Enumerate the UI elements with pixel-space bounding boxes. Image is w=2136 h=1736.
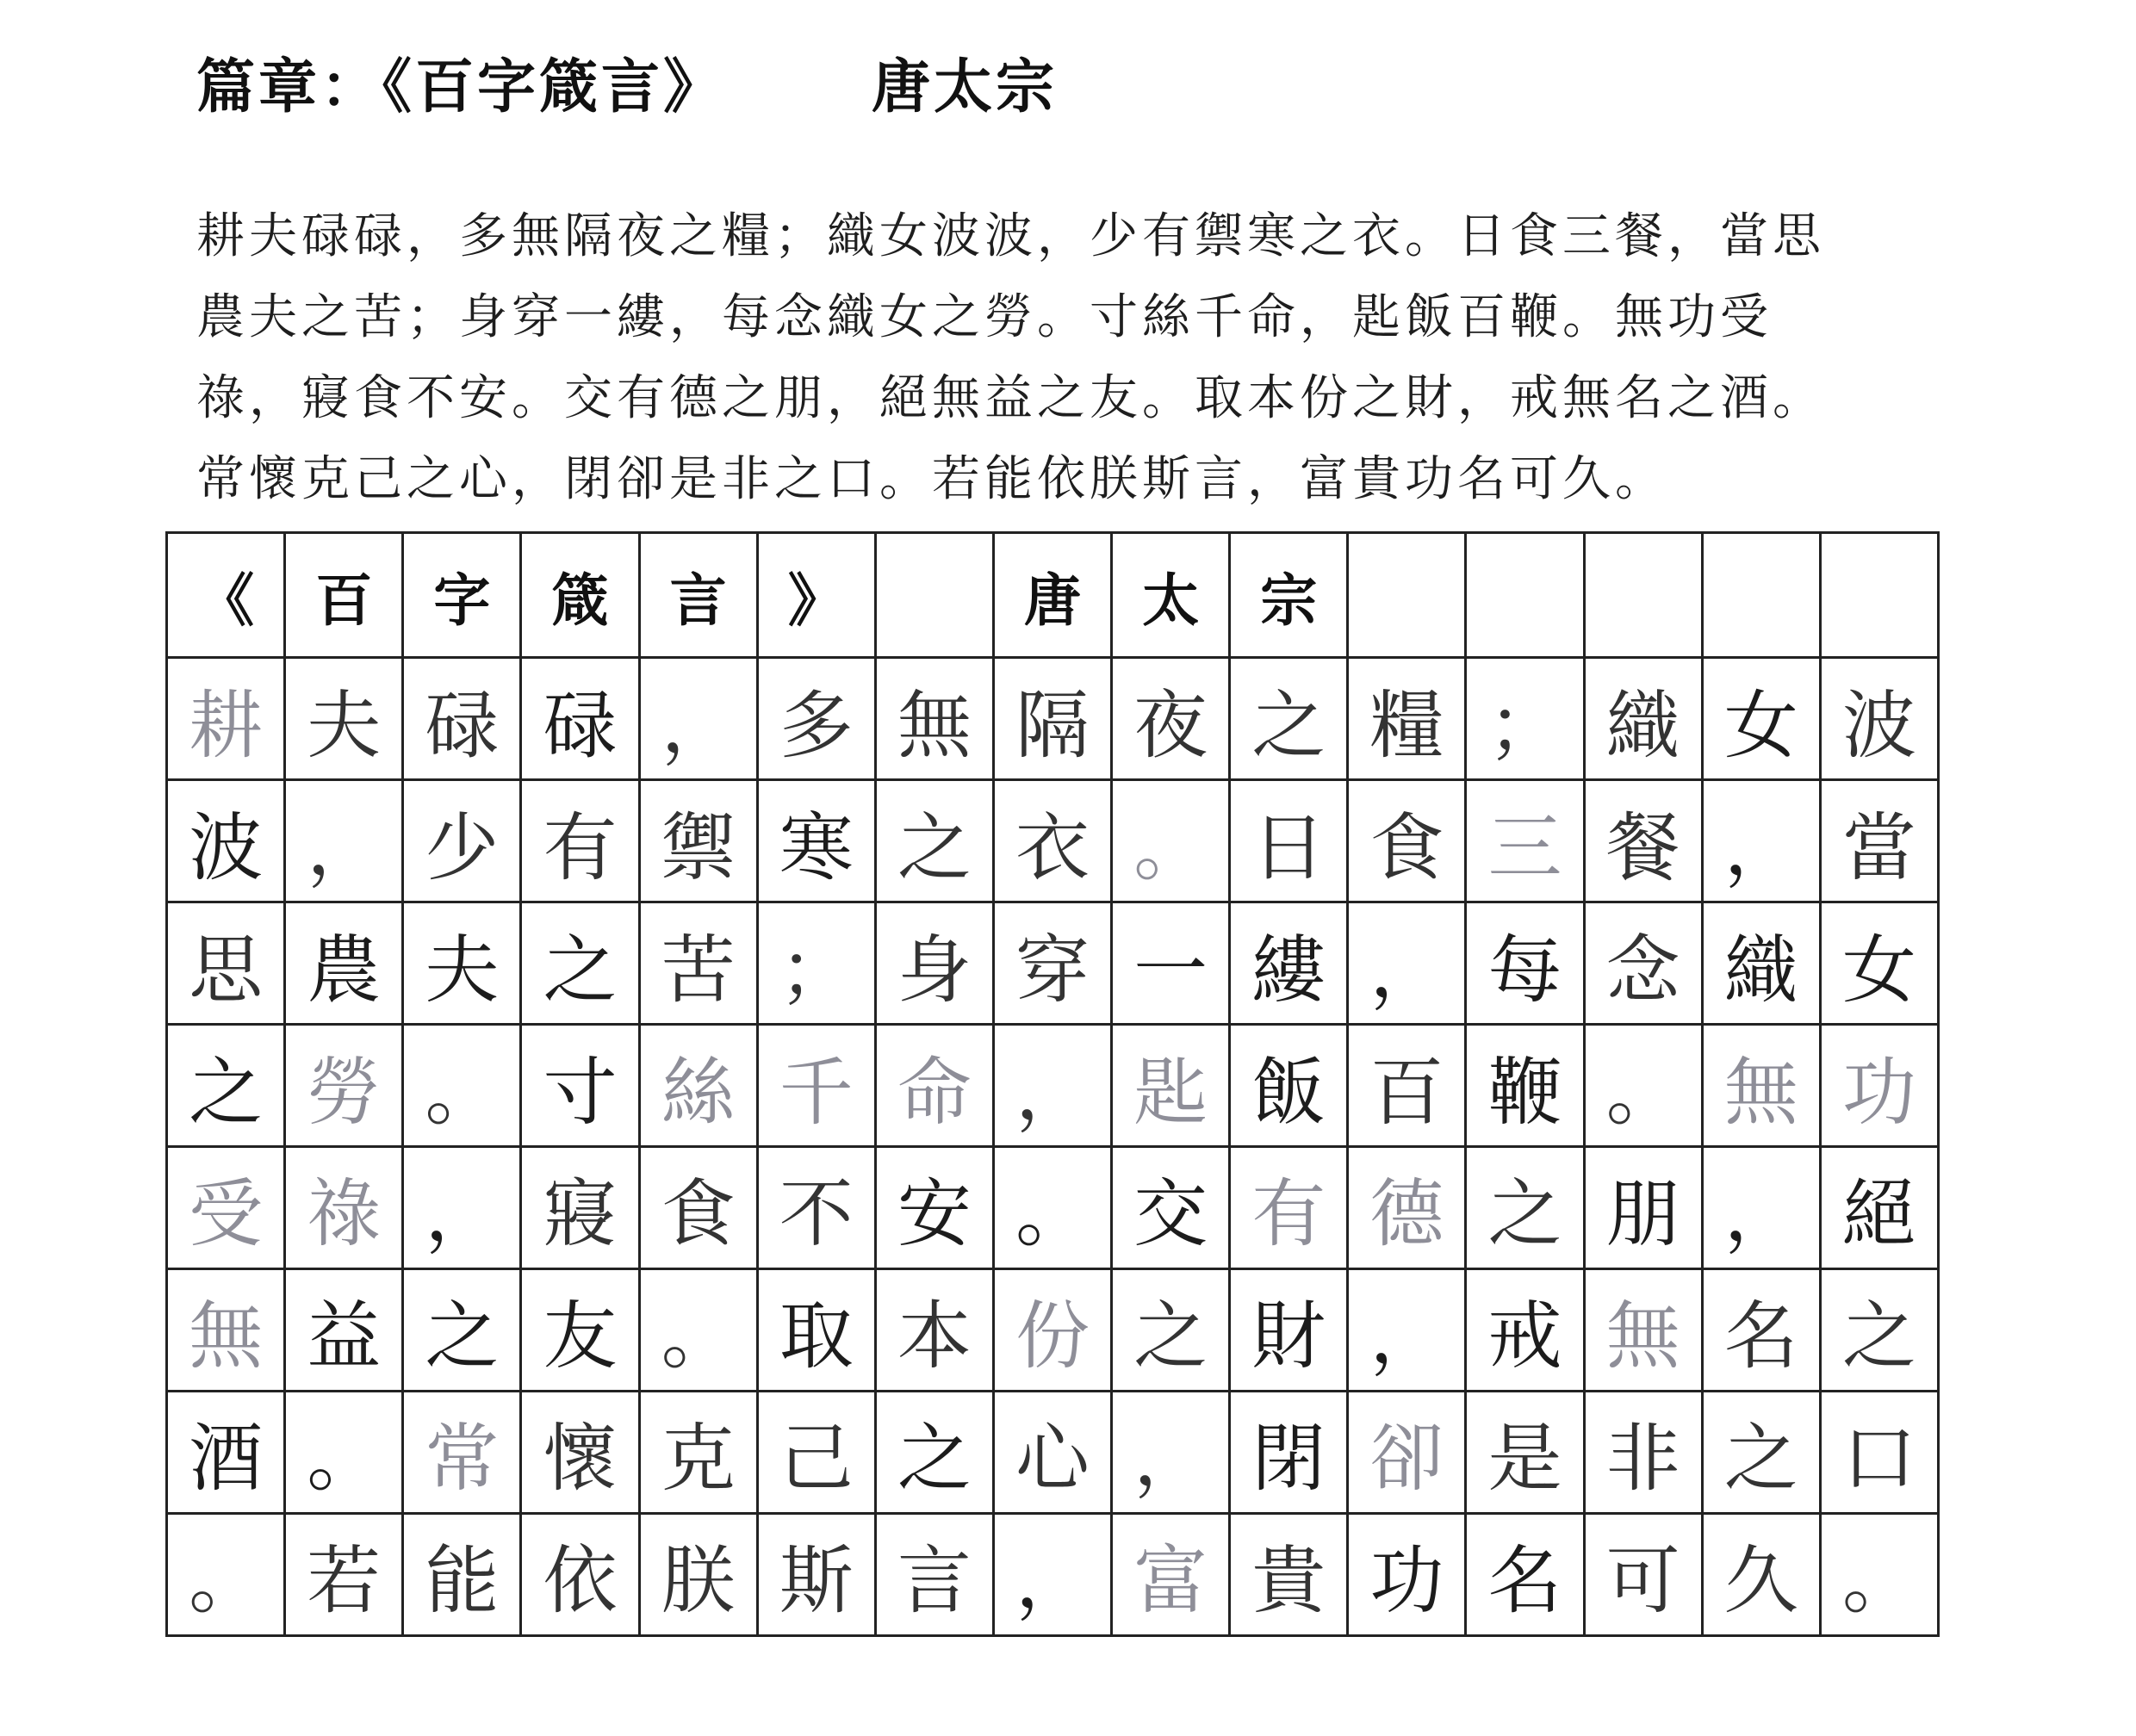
grid-title-cell: 唐 [993,533,1111,658]
handwritten-character-cell: 織 [1584,658,1702,780]
handwritten-character-cell: 之 [1230,658,1348,780]
grid-title-cell [1466,533,1584,658]
grid-title-cell [1584,533,1702,658]
chapter-title: 篇章：《百字箴言》 [196,53,726,121]
handwritten-character-cell: 耕 [167,658,285,780]
handwritten-character-cell: 功 [1820,1025,1938,1147]
handwritten-character-cell: 。 [1584,1025,1702,1147]
handwritten-character-cell: 隔 [993,658,1111,780]
grid-title-cell: 《 [167,533,285,658]
handwritten-character-cell: 一 [1112,902,1230,1025]
grid-row [167,658,1939,780]
practice-grid [165,531,1940,1637]
handwritten-character-cell: 當 [1820,780,1938,902]
handwritten-character-cell: 日 [1230,780,1348,902]
handwritten-character-cell: 穿 [993,902,1111,1025]
handwritten-character-cell: 寒 [757,780,875,902]
handwritten-character-cell: 可 [1584,1513,1702,1635]
handwritten-character-cell: 能 [403,1513,521,1635]
handwritten-character-cell: 常 [403,1391,521,1513]
handwritten-character-cell: 糧 [1348,658,1466,780]
handwritten-character-cell: 之 [1466,1147,1584,1269]
handwritten-character-cell: 祿 [285,1147,403,1269]
handwritten-character-cell: 女 [1702,658,1820,780]
passage-text [196,196,1953,520]
handwritten-character-cell: 念 [1584,902,1702,1025]
handwritten-character-cell: 勞 [285,1025,403,1147]
handwritten-character-cell: 份 [993,1268,1111,1391]
handwritten-character-cell: 絲 [639,1025,757,1147]
handwritten-character-cell: 千 [757,1025,875,1147]
handwritten-character-cell: 之 [1702,1391,1820,1513]
handwritten-character-cell: 己 [757,1391,875,1513]
passage-line: 常懷克己之心，閉卻是非之口。若能依朕斯言，富貴功名可久。 [196,451,1667,507]
handwritten-character-cell: 夫 [403,902,521,1025]
grid-row [167,902,1939,1025]
handwritten-character-cell: 懷 [521,1391,639,1513]
handwritten-character-cell: 名 [1466,1513,1584,1635]
grid-title-cell: 太 [1112,533,1230,658]
handwritten-character-cell: ， [993,1513,1111,1635]
handwritten-character-cell: 心 [993,1391,1111,1513]
passage-line: 耕夫碌碌，多無隔夜之糧；織女波波，少有禦寒之衣。日食三餐，當思 [196,208,1825,264]
handwritten-character-cell: 不 [757,1147,875,1269]
handwritten-character-cell: 無 [167,1268,285,1391]
handwritten-character-cell: 之 [875,1391,993,1513]
grid-row [167,780,1939,902]
grid-row [167,1391,1939,1513]
handwritten-character-cell: 取 [757,1268,875,1391]
handwritten-character-cell: 。 [993,1147,1111,1269]
handwritten-character-cell: ， [1702,1147,1820,1269]
grid-title-row [167,533,1939,658]
handwritten-character-cell: ； [757,902,875,1025]
handwritten-character-cell: ， [993,1025,1111,1147]
handwritten-character-cell: 閉 [1230,1391,1348,1513]
handwritten-character-cell: 飯 [1230,1025,1348,1147]
handwritten-character-cell: 富 [1112,1513,1230,1635]
handwritten-character-cell: 之 [875,780,993,902]
passage-line: 農夫之苦；身穿一縷，每念織女之勞。寸絲千命，匙飯百鞭。無功受 [196,289,1773,345]
handwritten-character-cell: 朋 [1584,1147,1702,1269]
handwritten-character-cell: 苦 [639,902,757,1025]
author-name: 唐太宗 [872,53,1059,121]
handwritten-character-cell: 。 [167,1513,285,1635]
handwritten-character-cell: 之 [403,1268,521,1391]
handwritten-character-cell: 德 [1348,1147,1466,1269]
handwritten-character-cell: ， [403,1147,521,1269]
handwritten-character-cell: 匙 [1112,1025,1230,1147]
handwritten-character-cell: 寸 [521,1025,639,1147]
handwritten-character-cell: 鞭 [1466,1025,1584,1147]
worksheet-heading [196,34,1058,129]
handwritten-character-cell: 受 [167,1147,285,1269]
handwritten-character-cell: 。 [1112,780,1230,902]
grid-title-cell [1702,533,1820,658]
handwritten-character-cell: ， [1348,902,1466,1025]
handwritten-character-cell: 言 [875,1513,993,1635]
handwritten-character-cell: 有 [1230,1147,1348,1269]
handwritten-character-cell: 口 [1820,1391,1938,1513]
handwritten-character-cell: 夜 [1112,658,1230,780]
handwritten-character-cell: 。 [639,1268,757,1391]
grid-row [167,1147,1939,1269]
handwritten-character-cell: 之 [167,1025,285,1147]
handwritten-character-cell: 之 [521,902,639,1025]
grid-title-cell: 》 [757,533,875,658]
handwritten-character-cell: 每 [1466,902,1584,1025]
handwritten-character-cell: 思 [167,902,285,1025]
handwritten-character-cell: 衣 [993,780,1111,902]
handwritten-character-cell: 食 [639,1147,757,1269]
handwritten-character-cell: ， [639,658,757,780]
handwritten-character-cell: 依 [521,1513,639,1635]
grid-row [167,1025,1939,1147]
grid-title-cell [875,533,993,658]
handwritten-character-cell: 少 [403,780,521,902]
handwritten-character-cell: 是 [1466,1391,1584,1513]
handwritten-character-cell: 之 [1112,1268,1230,1391]
grid-title-cell: 箴 [521,533,639,658]
grid-title-cell [1820,533,1938,658]
handwritten-character-cell: 。 [403,1025,521,1147]
handwritten-character-cell: 貴 [1230,1513,1348,1635]
handwritten-character-cell: 本 [875,1268,993,1391]
handwritten-character-cell: 名 [1702,1268,1820,1391]
handwritten-character-cell: 無 [875,658,993,780]
grid-title-cell: 百 [285,533,403,658]
handwritten-character-cell: 縷 [1230,902,1348,1025]
handwritten-character-cell: ， [1702,780,1820,902]
handwritten-character-cell: 交 [1112,1147,1230,1269]
handwritten-character-cell: ， [1112,1391,1230,1513]
handwritten-character-cell: 農 [285,902,403,1025]
handwritten-character-cell: 安 [875,1147,993,1269]
handwritten-character-cell: 朕 [639,1513,757,1635]
grid-title-cell: 字 [403,533,521,658]
handwritten-character-cell: 無 [1584,1268,1702,1391]
handwritten-character-cell: 多 [757,658,875,780]
grid-row [167,1268,1939,1391]
handwritten-character-cell: 。 [1820,1513,1938,1635]
handwritten-character-cell: 三 [1466,780,1584,902]
handwritten-character-cell: 功 [1348,1513,1466,1635]
practice-grid-body [167,533,1939,1636]
handwritten-character-cell: 百 [1348,1025,1466,1147]
handwritten-character-cell: 女 [1820,902,1938,1025]
handwritten-character-cell: 夫 [285,658,403,780]
handwritten-character-cell: 卻 [1348,1391,1466,1513]
handwritten-character-cell: 財 [1230,1268,1348,1391]
handwritten-character-cell: 寢 [521,1147,639,1269]
handwritten-character-cell: ， [285,780,403,902]
handwritten-character-cell: 若 [285,1513,403,1635]
handwritten-character-cell: 波 [167,780,285,902]
handwritten-character-cell: 酒 [167,1391,285,1513]
handwritten-character-cell: 久 [1702,1513,1820,1635]
grid-title-cell: 宗 [1230,533,1348,658]
handwritten-character-cell: 克 [639,1391,757,1513]
grid-row [167,1513,1939,1635]
handwritten-character-cell: 益 [285,1268,403,1391]
handwritten-character-cell: 織 [1702,902,1820,1025]
passage-line: 祿，寢食不安。交有德之朋，絕無益之友。取本份之財，戒無名之酒。 [196,370,1825,426]
handwritten-character-cell: 無 [1702,1025,1820,1147]
handwritten-character-cell: 食 [1348,780,1466,902]
handwritten-character-cell: 戒 [1466,1268,1584,1391]
handwritten-character-cell: 絕 [1820,1147,1938,1269]
handwritten-character-cell: ， [1348,1268,1466,1391]
handwritten-character-cell: ； [1466,658,1584,780]
handwritten-character-cell: 碌 [403,658,521,780]
grid-title-cell [1348,533,1466,658]
handwritten-character-cell: 之 [1820,1268,1938,1391]
handwritten-character-cell: 餐 [1584,780,1702,902]
handwritten-character-cell: 身 [875,902,993,1025]
handwritten-character-cell: 波 [1820,658,1938,780]
handwritten-character-cell: 友 [521,1268,639,1391]
handwritten-character-cell: 。 [285,1391,403,1513]
handwritten-character-cell: 斯 [757,1513,875,1635]
handwritten-character-cell: 命 [875,1025,993,1147]
handwritten-character-cell: 有 [521,780,639,902]
handwritten-character-cell: 禦 [639,780,757,902]
grid-title-cell: 言 [639,533,757,658]
handwritten-character-cell: 非 [1584,1391,1702,1513]
handwritten-character-cell: 碌 [521,658,639,780]
